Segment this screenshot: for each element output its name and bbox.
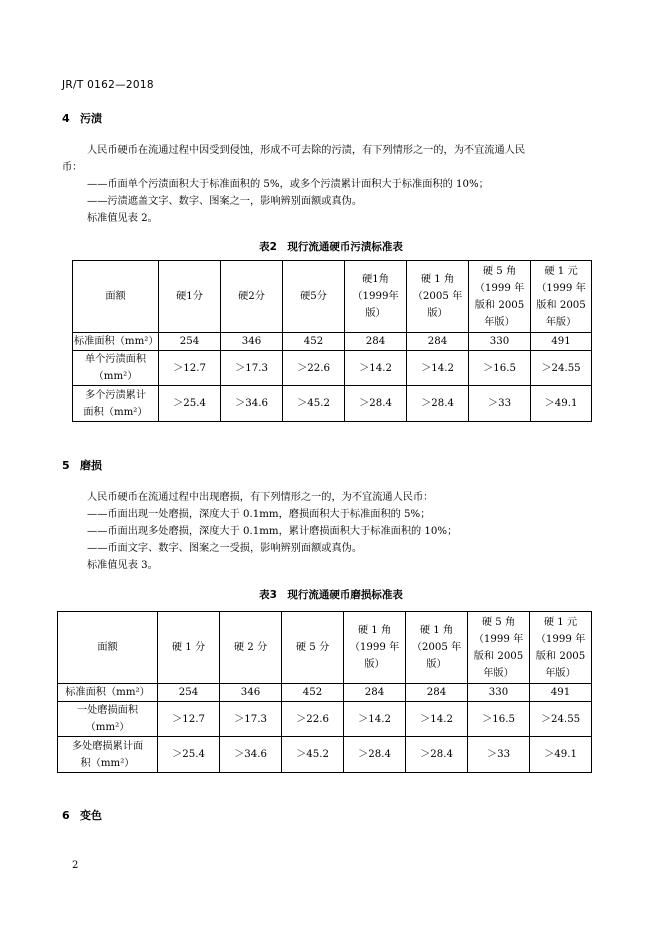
table-2-row [73, 351, 592, 386]
section-4-heading [62, 110, 102, 126]
table-3-header-cell: 硬 5 角 （1999 年 版和 2005 年版） [468, 612, 530, 684]
table-3-cell: 284 [406, 684, 468, 702]
table-2-header-cell: 硬5分 [283, 261, 345, 333]
table-2-header-row [73, 261, 592, 333]
table-2-cell: ＞22.6 [283, 351, 345, 386]
table-3-cell: ＞49.1 [530, 737, 592, 773]
table-2-cell: ＞25.4 [159, 386, 221, 422]
table-3-cell: ＞25.4 [158, 737, 220, 773]
table-3-caption: 表3 现行流通硬币磨损标准表 [259, 589, 403, 601]
page-number: 2 [72, 860, 79, 871]
document-code: JR/T 0162—2018 [62, 79, 154, 91]
table-3-header-cell: 硬 5 分 [282, 612, 344, 684]
section-4-item-2: ——污渍遮盖文字、数字、图案之一，影响辨别面额或真伪。 [87, 196, 363, 207]
table-2-cell: 254 [159, 333, 221, 351]
table-2-cell: ＞24.55 [531, 351, 592, 386]
section-5-body [62, 489, 602, 574]
table-2-row [73, 386, 592, 422]
table-3 [57, 611, 592, 773]
section-4-title: 污渍 [80, 112, 102, 125]
table-3-row-label: 一处磨损面积 （mm²） [58, 702, 158, 737]
section-5-heading [62, 457, 102, 473]
section-6-number: 6 [62, 809, 70, 822]
table-3-row-label: 标准面积（mm²） [58, 684, 158, 702]
table-2-cell: ＞17.3 [221, 351, 283, 386]
section-4-paragraph: 人民币硬币在流通过程中因受到侵蚀，形成不可去除的污渍，有下列情形之一的，为不宜流通人民 [87, 145, 526, 156]
table-3-cell: ＞17.3 [220, 702, 282, 737]
table-3-cell: ＞28.4 [344, 737, 406, 773]
table-2-cell: 491 [531, 333, 592, 351]
table-2-header-cell: 面额 [73, 261, 159, 333]
table-3-header-cell: 硬 1 分 [158, 612, 220, 684]
table-2-cell: ＞14.2 [345, 351, 407, 386]
table-2-cell: ＞16.5 [469, 351, 531, 386]
table-3-cell: ＞22.6 [282, 702, 344, 737]
table-2-cell: ＞49.1 [531, 386, 592, 422]
section-4-paragraph-cont: 币： [62, 162, 83, 173]
section-5-reference: 标准值见表 3。 [87, 560, 158, 571]
table-3-cell: ＞33 [468, 737, 530, 773]
table-2-header-cell: 硬 1 角 （2005 年 版） [407, 261, 469, 333]
table-2-cell: 452 [283, 333, 345, 351]
section-5-item-2: ——币面出现多处磨损，深度大于 0.1mm，累计磨损面积大于标准面积的 10%； [87, 526, 458, 537]
table-3-header-row [58, 612, 592, 684]
table-2-cell: 284 [345, 333, 407, 351]
table-3-cell: 491 [530, 684, 592, 702]
table-2-cell: ＞45.2 [283, 386, 345, 422]
table-2-header-cell: 硬1角 （1999年 版） [345, 261, 407, 333]
table-3-cell: 452 [282, 684, 344, 702]
table-3-cell: ＞14.2 [344, 702, 406, 737]
table-2-header-cell: 硬2分 [221, 261, 283, 333]
table-3-cell: ＞12.7 [158, 702, 220, 737]
table-2-row-label: 多个污渍累计 面积（mm²） [73, 386, 159, 422]
table-3-row [58, 684, 592, 702]
table-2-cell: 284 [407, 333, 469, 351]
section-5-item-1: ——币面出现一处磨损，深度大于 0.1mm，磨损面积大于标准面积的 5%； [87, 509, 431, 520]
table-2-header-cell: 硬 5 角 （1999 年 版和 2005 年版） [469, 261, 531, 333]
table-2-cell: ＞34.6 [221, 386, 283, 422]
table-3-cell: ＞16.5 [468, 702, 530, 737]
table-2 [72, 260, 592, 422]
table-3-header-cell: 硬 1 角 （2005 年 版） [406, 612, 468, 684]
table-3-row [58, 737, 592, 773]
table-2-header-cell: 硬1分 [159, 261, 221, 333]
table-3-cell: 346 [220, 684, 282, 702]
table-3-cell: ＞34.6 [220, 737, 282, 773]
table-3-cell: 330 [468, 684, 530, 702]
table-3-header-cell: 硬 1 元 （1999 年 版和 2005 年版） [530, 612, 592, 684]
section-5-item-3: ——币面文字、数字、图案之一受损，影响辨别面额或真伪。 [87, 543, 363, 554]
table-2-header-cell: 硬 1 元 （1999 年 版和 2005 年版） [531, 261, 592, 333]
table-3-header-cell: 硬 1 角 （1999 年 版） [344, 612, 406, 684]
table-3-row [58, 702, 592, 737]
table-2-cell: 346 [221, 333, 283, 351]
table-3-cell: ＞28.4 [406, 737, 468, 773]
section-4-body [62, 142, 602, 227]
section-5-number: 5 [62, 459, 70, 472]
table-2-row-label: 标准面积（mm²） [73, 333, 159, 351]
table-2-cell: ＞33 [469, 386, 531, 422]
section-4-number: 4 [62, 112, 70, 125]
table-2-cell: 330 [469, 333, 531, 351]
table-3-cell: 254 [158, 684, 220, 702]
table-2-row-label: 单个污渍面积 （mm²） [73, 351, 159, 386]
table-3-cell: ＞45.2 [282, 737, 344, 773]
table-2-caption: 表2 现行流通硬币污渍标准表 [259, 241, 403, 253]
table-2-cell: ＞12.7 [159, 351, 221, 386]
table-2-row [73, 333, 592, 351]
table-3-cell: 284 [344, 684, 406, 702]
table-3-row-label: 多处磨损累计面 积（mm²） [58, 737, 158, 773]
table-2-cell: ＞28.4 [345, 386, 407, 422]
section-5-paragraph: 人民币硬币在流通过程中出现磨损，有下列情形之一的，为不宜流通人民币： [87, 492, 434, 503]
section-5-title: 磨损 [80, 459, 102, 472]
table-3-header-cell: 硬 2 分 [220, 612, 282, 684]
table-3-cell: ＞24.55 [530, 702, 592, 737]
section-4-reference: 标准值见表 2。 [87, 213, 158, 224]
section-6-title: 变色 [80, 809, 102, 822]
table-2-cell: ＞28.4 [407, 386, 469, 422]
section-6-heading [62, 807, 102, 823]
table-2-cell: ＞14.2 [407, 351, 469, 386]
table-3-header-cell: 面额 [58, 612, 158, 684]
table-3-cell: ＞14.2 [406, 702, 468, 737]
section-4-item-1: ——币面单个污渍面积大于标准面积的 5%，或多个污渍累计面积大于标准面积的 10%； [87, 179, 489, 190]
